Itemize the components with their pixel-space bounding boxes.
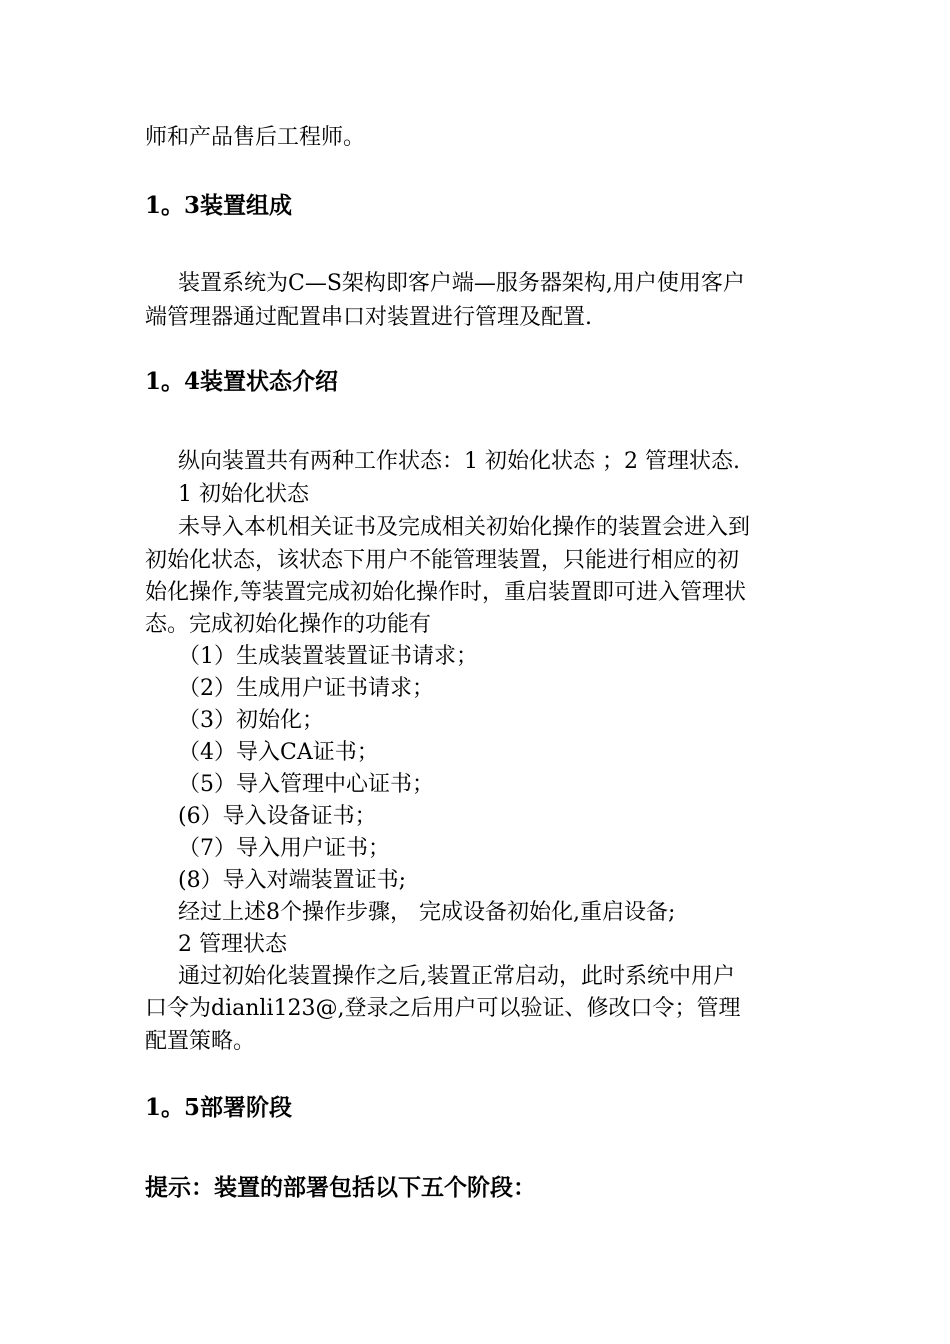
paragraph-line: 端管理器通过配置串口对装置进行管理及配置. [145,305,592,330]
list-item: （1）生成装置装置证书请求； [178,644,478,669]
paragraph-line: 口令为dianli123@,登录之后用户可以验证、修改口令；管理 [145,996,741,1021]
paragraph-line: 纵向装置共有两种工作状态：1 初始化状态 ；2 管理状态. [178,449,740,474]
list-item: （4）导入CA证书； [178,740,379,765]
subheading-manage-state: 2 管理状态 [178,932,287,957]
paragraph-line: 态。完成初始化操作的功能有 [145,612,432,637]
section-heading-1-5: 1。5部署阶段 [145,1094,293,1121]
paragraph-line: 通过初始化装置操作之后,装置正常启动，此时系统中用户 [178,964,735,989]
paragraph-line: 初始化状态，该状态下用户不能管理装置，只能进行相应的初 [145,548,740,573]
list-item: （5）导入管理中心证书； [178,772,434,797]
tip-text: 提示：装置的部署包括以下五个阶段： [145,1174,536,1201]
list-item: （7）导入用户证书； [178,836,390,861]
paragraph-line: 配置策略。 [145,1029,256,1054]
list-item: (6）导入设备证书； [178,804,377,829]
list-item: （2）生成用户证书请求； [178,676,434,701]
paragraph-line: 未导入本机相关证书及完成相关初始化操作的装置会进入到 [178,515,751,540]
section-heading-1-3: 1。3装置组成 [145,192,293,219]
paragraph-line: 师和产品售后工程师。 [145,125,366,150]
paragraph-line: 始化操作,等装置完成初始化操作时，重启装置即可进入管理状 [145,580,746,605]
subheading-init-state: 1 初始化状态 [178,482,309,507]
section-heading-1-4: 1。4装置状态介绍 [145,368,339,395]
list-item: (8）导入对端装置证书; [178,868,406,893]
paragraph-line: 经过上述8个操作步骤， 完成设备初始化,重启设备; [178,900,676,925]
list-item: （3）初始化； [178,708,324,733]
paragraph-line: 装置系统为C—S架构即客户端—服务器架构,用户使用客户 [178,271,745,296]
